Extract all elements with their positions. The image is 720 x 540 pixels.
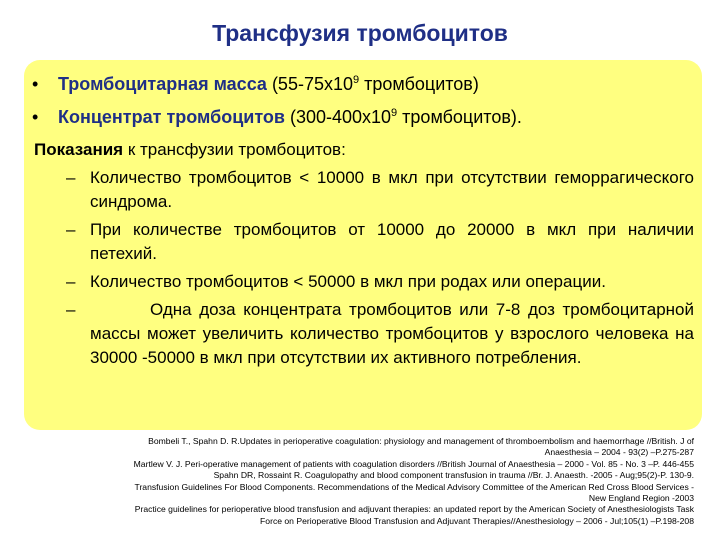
reference-line: New England Region -2003 bbox=[588, 493, 694, 504]
indication-item bbox=[34, 270, 694, 294]
bullet-detail-post: тромбоцитов) bbox=[359, 74, 479, 94]
bullet-detail bbox=[290, 99, 522, 132]
bullet-detail bbox=[272, 66, 479, 99]
reference-line: Force on Perioperative Blood Transfusion and Adjuvant Therapies//Anesthesiology – 2006 - Jul;105(1) –P.198-208 bbox=[260, 515, 694, 526]
reference-line: Martlew V. J. Peri-operative management of patients with coagulation disorders //British Journal of Anaesthesia – 2000 - Vol. 85 - No. 3 –P. 446-455 bbox=[133, 458, 694, 469]
reference-line: Spahn DR, Rossaint R. Coagulopathy and blood component transfusion in trauma //Br. J. Anaesth. -2005 - Aug;95(2)-P. 130-9. bbox=[213, 470, 694, 481]
reference-line: Practice guidelines for perioperative blood transfusion and adjuvant therapies: an updated report by the American Society of Anesthesiologists Task bbox=[134, 504, 694, 515]
indications-section bbox=[34, 138, 694, 370]
bullet-label: Концентрат тромбоцитов bbox=[58, 107, 285, 127]
references-list bbox=[16, 436, 694, 527]
reference-line: Transfusion Guidelines For Blood Components. Recommendations of the Medical Advisory Committee of the American Red Cross Blood Services - bbox=[134, 481, 694, 492]
bullet-item bbox=[32, 66, 702, 99]
indication-text: Одна доза концентрата тромбоцитов или 7-8 доз тромбоцитарной массы может увеличить количество тромбоцитов у взрослого человека на 30000 -50000 в мкл при отсутствии их активного потребления. bbox=[90, 300, 694, 367]
bullet-detail-pre: (300-400х10 bbox=[289, 107, 392, 127]
bullet-label: Тромбоцитарная масса bbox=[58, 74, 267, 94]
indications-heading-rest: к трансфузии тромбоцитов: bbox=[123, 140, 346, 159]
bullet-marker: • bbox=[32, 107, 39, 127]
reference-line: Bombeli T., Spahn D. R.Updates in perioperative coagulation: physiology and management of thromboembolism and haemorrhage //British. J of bbox=[148, 436, 694, 446]
dash-marker: – bbox=[66, 272, 76, 291]
slide-title: Трансфузия тромбоцитов bbox=[212, 20, 508, 46]
indication-text: Количество тромбоцитов < 50000 в мкл при родах или операции. bbox=[90, 272, 606, 291]
dash-marker: – bbox=[66, 168, 76, 187]
dash-marker: – bbox=[66, 300, 76, 319]
bullet-detail-sup: 9 bbox=[353, 74, 360, 86]
product-bullets bbox=[32, 66, 702, 132]
indications-heading-bold: Показания bbox=[34, 140, 124, 159]
indication-item bbox=[34, 166, 694, 214]
bullet-item bbox=[32, 99, 702, 132]
bullet-detail-pre: (55-75х10 bbox=[271, 74, 353, 94]
indication-text: Количество тромбоцитов < 10000 в мкл при отсутствии геморрагического синдрома. bbox=[90, 168, 694, 211]
indication-text: При количестве тромбоцитов от 10000 до 20000 в мкл при наличии петехий. bbox=[90, 220, 694, 263]
indication-item bbox=[34, 298, 694, 370]
bullet-detail-post: тромбоцитов). bbox=[397, 107, 522, 127]
reference-line: Anaesthesia – 2004 - 93(2) –P.275-287 bbox=[544, 447, 694, 458]
bullet-detail-sup: 9 bbox=[391, 107, 398, 119]
indication-item bbox=[34, 218, 694, 266]
indications-heading bbox=[34, 138, 694, 162]
dash-marker: – bbox=[66, 220, 76, 239]
bullet-marker: • bbox=[32, 74, 39, 94]
